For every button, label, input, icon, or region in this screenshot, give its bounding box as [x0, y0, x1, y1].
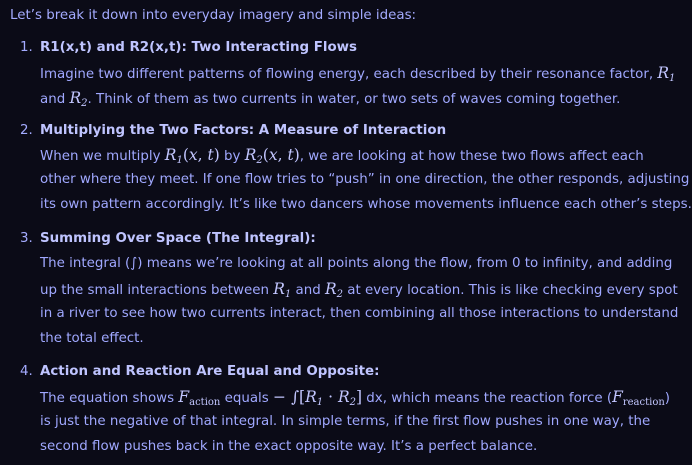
math-r1-xt: $R_1(x$, t) [164, 146, 220, 166]
item-number: 4. [20, 364, 33, 379]
math-r1: $R_1$ [657, 64, 676, 84]
item-line: its own pattern accordingly. It’s like two dancers whose movements influence each other’s steps. [40, 197, 692, 212]
item-line: The equation shows $F_{action}$ equals − $\int[R_1 \cdot R_2]$ dx, which means the reaction force $(F_{reaction})$ [40, 388, 671, 408]
item-line: The integral (∫) means we’re looking at all points along the flow, from 0 to infinity, and adding [40, 256, 673, 271]
item-title: Multiplying the Two Factors: A Measure of Interaction [40, 123, 447, 138]
math-r1: $R_1$ [273, 280, 292, 300]
intro-text: Let’s break it down into everyday imagery and simple ideas: [10, 8, 417, 23]
item-number: 3. [20, 231, 33, 246]
math-r2: $R_2$ [324, 280, 344, 300]
item-line: up the small interactions between $R_1$ and $R_2$ at every location. This is like checking every spot [40, 280, 678, 300]
item-title: Action and Reaction Are Equal and Opposite: [40, 364, 380, 379]
item-number: 1. [20, 40, 33, 55]
math-r2-xt: $R_2(x$, t) [244, 146, 300, 166]
math-neg-integral: − $\int[R_1 \cdot R_2]$ [273, 388, 363, 408]
item-line: the total effect. [40, 331, 144, 346]
item-line: is just the negative of that integral. In simple terms, if the first flow pushes in one way, the [40, 414, 651, 429]
math-f-action: $F_{action}$ [178, 388, 221, 408]
item-line: and $R_2$. Think of them as two currents in water, or two sets of waves coming together. [40, 89, 621, 109]
item-title: Summing Over Space (The Integral): [40, 231, 316, 246]
math-r2: $R_2$ [69, 89, 88, 109]
math-f-reaction: $F_{reaction}$ [612, 388, 665, 408]
item-line: second flow pushes back in the exact opposite way. It’s a perfect balance. [40, 439, 538, 454]
item-line: in a river to see how two currents interact, then combining all those interactions to understand [40, 306, 679, 321]
item-line: When we multiply $R_1(x$, t) by $R_2(x$, t), we are looking at how these two flows affect each [40, 146, 644, 166]
item-number: 2. [20, 123, 33, 138]
item-title: R1(x,t) and R2(x,t): Two Interacting Flows [40, 40, 357, 55]
item-line: Imagine two different patterns of flowing energy, each described by their resonance factor, $R_1$ [40, 64, 676, 84]
item-line: other where they meet. If one flow tries to “push” in one direction, the other responds, adjusting [40, 172, 690, 187]
